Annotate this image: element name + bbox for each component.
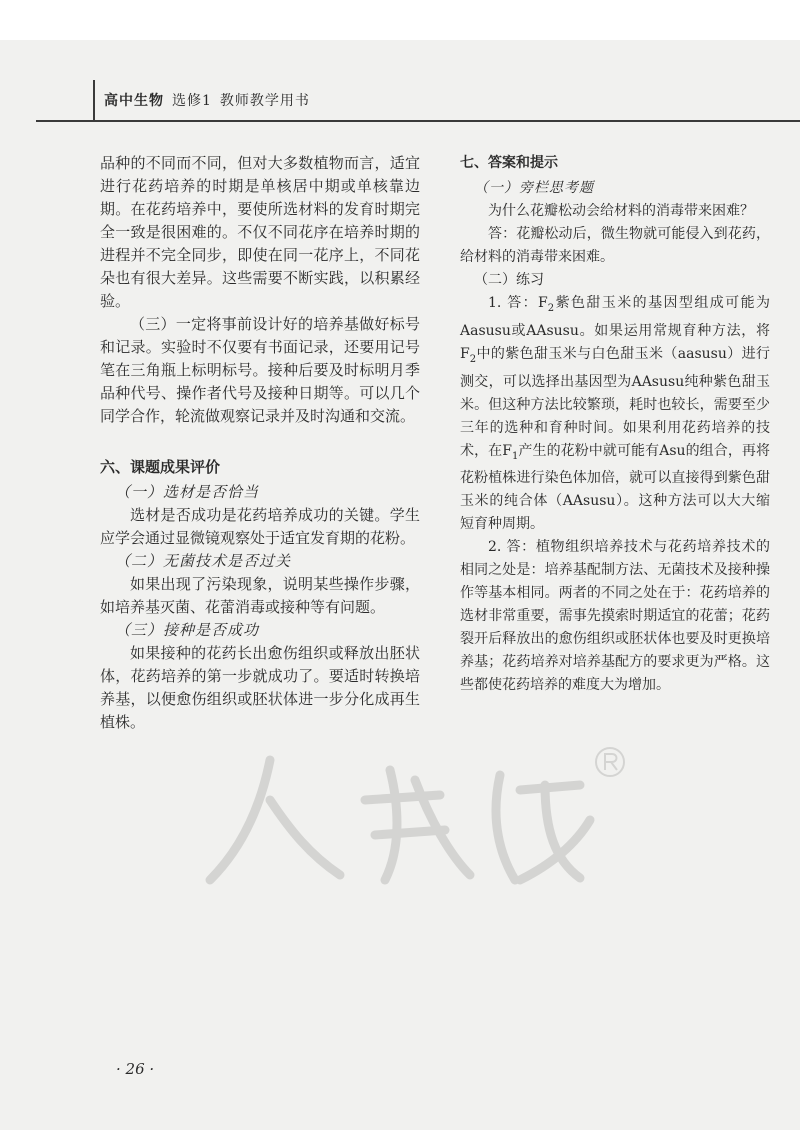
- section-title: 六、课题成果评价: [100, 458, 221, 476]
- page-number: · 26 ·: [116, 1060, 155, 1078]
- running-header: [36, 80, 800, 122]
- section-title: 七、答案和提示: [460, 155, 558, 171]
- volume-label: 选修1: [172, 93, 212, 109]
- header-text: [104, 90, 310, 110]
- subsection-title: （二）练习: [474, 272, 544, 288]
- subsection-title: （一）选材是否恰当: [115, 483, 260, 501]
- exercise-answer-2: 2. 答：植物组织培养技术与花药培养技术的相同之处是：培养基配制方法、无菌技术及接种操作等基本相同。两者的不同之处在于：花药培养的选材非常重要，需事先摸索时期适宜的花蕾；花药裂开后释放出的愈伤组织或胚状体也要及时更换培养基；花药培养对培养基配方的要求更为严格。这些都使花药培养的难度大为增加。: [460, 539, 770, 694]
- subsection-title: （三）接种是否成功: [115, 621, 260, 639]
- right-column: [460, 152, 770, 697]
- paragraph: 品种的不同而不同，但对大多数植物而言，适宜进行花药培养的时期是单核居中期或单核靠边期。在花药培养中，要使所选材料的发育时期完全一致是很困难的。不仅不同花序在培养时期的进程并不完全同步，即使在同一花序上，不同花朵也有很大差异。这些需要不断实践，以积累经验。: [100, 154, 420, 310]
- paragraph: 如果接种的花药长出愈伤组织或释放出胚状体，花药培养的第一步就成功了。要适时转换培养基，以便愈伤组织或胚状体进一步分化成再生植株。: [100, 644, 420, 731]
- publisher-watermark-logo: [200, 740, 630, 890]
- header-vertical-rule: [93, 80, 95, 122]
- paragraph: 选材是否成功是花药培养成功的关键。学生应学会通过显微镜观察处于适宜发育期的花粉。: [100, 506, 420, 547]
- answer-text: 答：花瓣松动后，微生物就可能侵入到花药，给材料的消毒带来困难。: [460, 226, 770, 265]
- subsection-title: （一）旁栏思考题: [474, 180, 594, 196]
- exercise-answer-1: 1. 答：$F_2$紫色甜玉米的基因型组成可能为Aasusu或AAsusu。如果运用常规育种方法，将$F_2$中的紫色甜玉米与白色甜玉米（aasusu）进行测交，可以选择出基因型为AAsusu纯种紫色甜玉米。但这种方法比较繁琐，耗时也较长，需要至少三年的选种和育种时间。如果利用花药培养的技术，在$F_1$产生的花粉中就可能有Asu的组合，再将花粉植株进行染色体加倍，就可以直接得到紫色甜玉米的纯合体（AAsusu）。这种方法可以大大缩短育种周期。: [460, 295, 770, 533]
- book-title: 高中生物: [104, 93, 164, 109]
- subsection-title: （二）无菌技术是否过关: [115, 552, 292, 570]
- header-horizontal-rule: [36, 120, 800, 122]
- left-column: [100, 152, 420, 734]
- book-type: 教师教学用书: [219, 93, 310, 109]
- paragraph: （三）一定将事前设计好的培养基做好标号和记录。实验时不仅要有书面记录，还要用记号笔在三角瓶上标明标号。接种后要及时标明月季品种代号、操作者代号及接种日期等。可以几个同学合作，轮流做观察记录并及时沟通和交流。: [100, 315, 420, 425]
- question-text: 为什么花瓣松动会给材料的消毒带来困难？: [488, 203, 754, 219]
- paragraph: 如果出现了污染现象，说明某些操作步骤，如培养基灭菌、花蕾消毒或接种等有问题。: [100, 575, 420, 616]
